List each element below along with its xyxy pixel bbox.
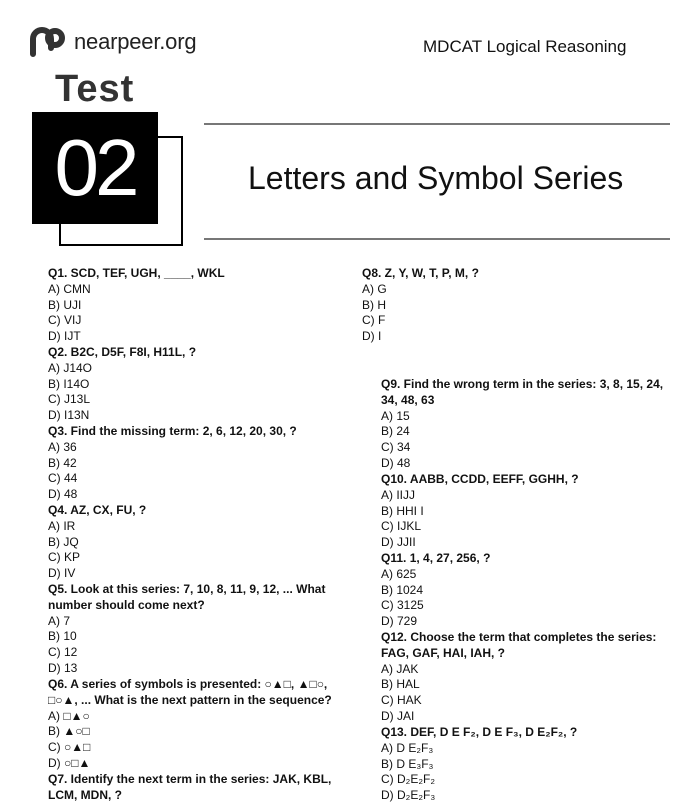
option-a: A) 7 (48, 613, 71, 628)
question-11 (381, 551, 666, 630)
option-b: B) 10 (48, 629, 77, 644)
option-a: A) □▲○ (48, 708, 90, 723)
option-b: B) ▲○□ (48, 724, 90, 739)
test-label: Test (55, 68, 135, 110)
option-c: C) KP (48, 550, 81, 565)
nearpeer-logo-icon (28, 24, 66, 60)
option-b: B) HAL (381, 677, 420, 692)
test-number: 02 (32, 112, 158, 224)
option-c: C) HAK (381, 693, 422, 708)
question-8 (362, 266, 652, 345)
question-9 (381, 377, 666, 472)
option-d: D) JAI (381, 708, 415, 723)
question-text: Q5. Look at this series: 7, 10, 8, 11, 9, 12, ... What number should come next? (48, 582, 326, 612)
question-1 (48, 266, 348, 345)
page-title: Letters and Symbol Series (248, 160, 624, 196)
question-13 (381, 725, 666, 804)
question-text: Q8. Z, Y, W, T, P, M, ? (362, 266, 479, 280)
option-d: D) 48 (381, 455, 411, 470)
option-b: B) 1024 (381, 582, 424, 597)
brand-name: nearpeer.org (74, 29, 197, 54)
question-10 (381, 472, 666, 551)
question-text: Q3. Find the missing term: 2, 6, 12, 20, 30, ? (48, 424, 297, 438)
option-b: B) 42 (48, 455, 77, 470)
option-c: C) F (362, 313, 386, 328)
option-c: C) VIJ (48, 313, 82, 328)
option-d: D) IJT (48, 329, 81, 344)
option-a: A) JAK (381, 661, 419, 676)
option-c: C) IJKL (381, 519, 422, 534)
title-rule-bottom (204, 238, 670, 240)
option-c: C) J13L (48, 392, 91, 407)
question-text: Q10. AABB, CCDD, EEFF, GGHH, ? (381, 472, 579, 486)
question-text: Q1. SCD, TEF, UGH, ____, WKL (48, 266, 225, 280)
option-c: C) 3125 (381, 598, 424, 613)
option-a: A) CMN (48, 281, 91, 296)
option-d: D) 48 (48, 487, 78, 502)
option-a: A) 15 (381, 408, 410, 423)
option-d: D) D₂E₂F₃ (381, 788, 436, 803)
option-c: C) ○▲□ (48, 740, 91, 755)
question-6 (48, 677, 348, 772)
question-5 (48, 582, 333, 677)
question-text: Q7. Identify the next term in the series: JAK, KBL, LCM, MDN, ? (48, 772, 332, 802)
subject-label: MDCAT Logical Reasoning (423, 37, 627, 56)
question-text: Q12. Choose the term that completes the series: FAG, GAF, HAI, IAH, ? (381, 630, 657, 660)
option-a: A) G (362, 281, 387, 296)
option-c: C) 12 (48, 645, 78, 660)
question-2 (48, 345, 348, 424)
option-a: A) IIJJ (381, 487, 416, 502)
option-d: D) I13N (48, 408, 90, 423)
option-d: D) I (362, 329, 382, 344)
question-text: Q6. A series of symbols is presented: ○▲□, ▲□○, □○▲, ... What is the next pattern in the sequence? (48, 677, 332, 707)
option-a: A) IR (48, 518, 76, 533)
option-b: B) UJI (48, 297, 82, 312)
option-b: B) HHI I (381, 503, 424, 518)
option-d: D) 13 (48, 660, 78, 675)
option-c: C) 44 (48, 471, 78, 486)
option-b: B) I14O (48, 376, 90, 391)
option-b: B) H (362, 297, 386, 312)
question-text: Q9. Find the wrong term in the series: 3, 8, 15, 24, 34, 48, 63 (381, 377, 664, 407)
title-rule-top (204, 123, 670, 125)
option-a: A) 625 (381, 566, 417, 581)
option-c: C) 34 (381, 440, 411, 455)
question-4 (48, 503, 348, 582)
question-12 (381, 630, 666, 725)
option-c: C) D₂E₂F₂ (381, 772, 435, 787)
question-7 (48, 772, 348, 804)
option-d: D) JJII (381, 535, 416, 550)
option-b: B) D E₃F₃ (381, 756, 434, 771)
question-text: Q4. AZ, CX, FU, ? (48, 503, 147, 517)
option-d: D) 729 (381, 614, 418, 629)
question-3 (48, 424, 348, 503)
option-a: A) D E₂F₃ (381, 740, 434, 755)
option-a: A) J14O (48, 360, 93, 375)
question-text: Q13. DEF, D E F₂, D E F₃, D E₂F₂, ? (381, 725, 578, 739)
question-text: Q11. 1, 4, 27, 256, ? (381, 551, 491, 565)
option-a: A) 36 (48, 439, 77, 454)
option-b: B) JQ (48, 534, 79, 549)
question-text: Q2. B2C, D5F, F8I, H11L, ? (48, 345, 197, 359)
option-d: D) IV (48, 566, 76, 581)
option-b: B) 24 (381, 424, 410, 439)
logo (28, 24, 196, 60)
option-d: D) ○□▲ (48, 755, 91, 770)
